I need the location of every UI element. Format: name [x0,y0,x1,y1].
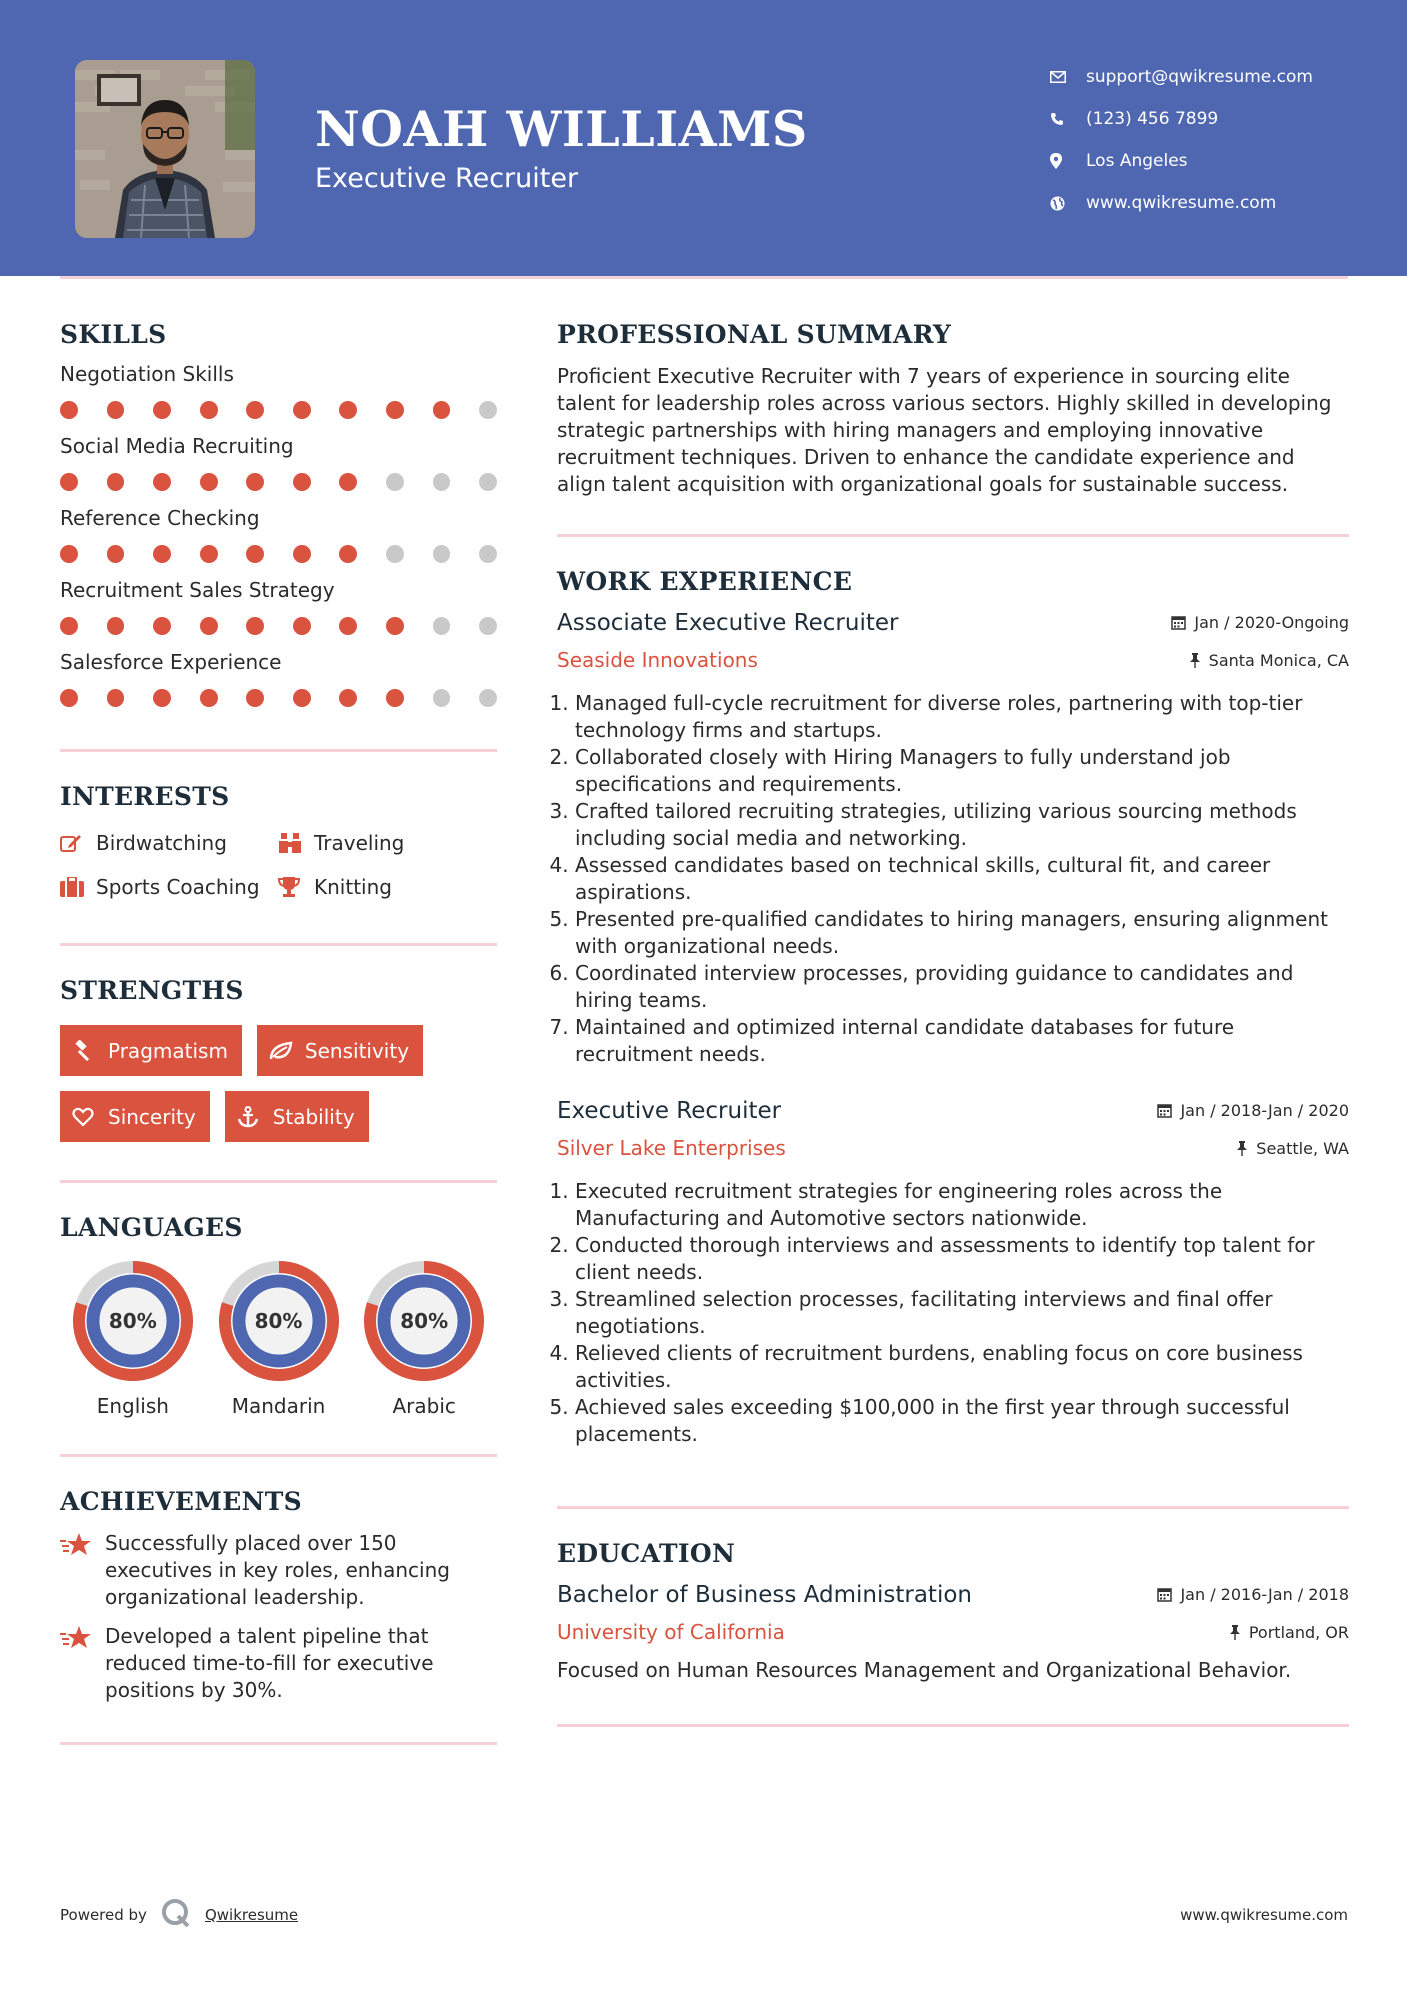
duty-item: 2. Conducted thorough interviews and assessments to identify top talent for client needs. [575,1232,1349,1286]
rating-dot-filled [293,473,311,491]
strength-label: Pragmatism [108,1038,228,1063]
rating-dot-filled [60,401,78,419]
interest-label: Birdwatching [96,831,227,855]
rating-dot-filled [60,689,78,707]
languages-list [60,1260,497,1418]
language-ring [218,1260,340,1382]
interest-label: Knitting [314,875,392,899]
rating-dot-filled [386,689,404,707]
language-name: Arabic [392,1394,456,1418]
skill-item [60,361,497,419]
candidate-name: NOAH WILLIAMS [315,100,808,158]
contact-phone-text: (123) 456 7899 [1086,109,1219,129]
skill-name: Recruitment Sales Strategy [60,578,335,602]
skill-name: Reference Checking [60,506,260,530]
section-divider [557,534,1349,537]
duty-item: 1. Executed recruitment strategies for engineering roles across the Manufacturing and Automotive sectors nationwide. [575,1178,1349,1232]
interest-label: Traveling [314,831,405,855]
skills-list [60,361,497,707]
skill-rating [60,689,497,707]
rating-dot-filled [60,545,78,563]
powered-by-text: Powered by [60,1906,147,1924]
duty-item: 3. Crafted tailored recruiting strategies, utilizing various sourcing methods including social media and networking. [575,798,1349,852]
languages-title: LANGUAGES [60,1213,243,1242]
calendar-icon [1171,615,1186,630]
resume-header [0,0,1407,276]
rating-dot-filled [386,617,404,635]
skill-name: Social Media Recruiting [60,434,294,458]
rating-dot-filled [153,617,171,635]
anchor-icon [237,1106,273,1128]
candidate-role: Executive Recruiter [315,163,579,194]
rating-dot-filled [107,689,125,707]
achievements-list [60,1530,497,1704]
job-location-text: Santa Monica, CA [1208,650,1349,670]
strength-label: Sensitivity [304,1038,410,1063]
rating-dot-filled [153,401,171,419]
rating-dot-filled [153,473,171,491]
envelope-icon [1050,71,1086,83]
rating-dot-filled [200,617,218,635]
education-location-text: Portland, OR [1248,1622,1349,1642]
header-divider [60,276,1348,279]
rating-dot-empty [479,617,497,635]
job-dates-text: Jan / 2018-Jan / 2020 [1180,1101,1349,1120]
language-name: Mandarin [231,1394,326,1418]
language-item [206,1260,352,1418]
rating-dot-filled [60,617,78,635]
achievement-text: Developed a talent pipeline that reduced time-to-fill for executive positions by 30%. [105,1624,434,1702]
job-entry [557,610,1349,1068]
section-divider [60,943,497,946]
qwikresume-logo-icon [161,1898,191,1932]
job-location-text: Seattle, WA [1256,1138,1349,1158]
contact-website-text: www.qwikresume.com [1086,193,1277,213]
contact-location-text: Los Angeles [1086,151,1188,171]
contact-website[interactable] [1050,182,1380,224]
job-location [1189,651,1349,670]
experience-title: WORK EXPERIENCE [557,567,853,596]
strengths-title: STRENGTHS [60,976,244,1005]
rating-dot-filled [246,401,264,419]
skill-name: Salesforce Experience [60,650,282,674]
strength-label: Sincerity [108,1104,196,1129]
language-ring [72,1260,194,1382]
achievements-title: ACHIEVEMENTS [60,1487,302,1516]
strength-tag [225,1091,369,1142]
duty-list [557,1178,1349,1448]
leaf-icon [269,1041,305,1061]
skill-name: Negotiation Skills [60,362,234,386]
duty-item: 1. Managed full-cycle recruitment for diverse roles, partnering with top-tier technology firms and startups. [575,690,1349,744]
section-divider [557,1724,1349,1727]
skill-rating [60,401,497,419]
rating-dot-filled [107,617,125,635]
rating-dot-filled [153,545,171,563]
pushpin-icon [1236,1141,1248,1156]
interest-item [278,873,478,901]
summary-title: PROFESSIONAL SUMMARY [557,320,952,349]
edit-icon [60,833,96,853]
rating-dot-filled [339,473,357,491]
briefcase-icon [60,877,96,897]
company-name: Seaside Innovations [557,648,758,672]
job-dates [1157,1101,1349,1120]
duty-list [557,690,1349,1068]
globe-icon [1050,196,1086,211]
rating-dot-filled [293,545,311,563]
education-location [1229,1623,1349,1642]
language-item [60,1260,206,1418]
rating-dot-filled [200,689,218,707]
job-location [1236,1139,1349,1158]
strength-label: Stability [272,1104,355,1129]
language-percent: 80% [108,1309,157,1333]
job-dates-text: Jan / 2020-Ongoing [1194,613,1349,632]
summary-text: Proficient Executive Recruiter with 7 years of experience in sourcing elite talent for leadership roles across various sectors. Highly skilled in developing strategic partnerships with hiring managers and employing innovative recruitment techniques. Driven to enhance the candidate experience and align talent acquisition with organizational goals for sustainable success. [557,364,1332,496]
rating-dot-filled [386,401,404,419]
duty-item: 4. Assessed candidates based on technical skills, cultural fit, and career aspirations. [575,852,1349,906]
strength-tag [257,1025,423,1076]
footer-powered-by [60,1898,298,1932]
duty-item: 5. Achieved sales exceeding $100,000 in the first year through successful placements. [575,1394,1349,1448]
contact-email[interactable] [1050,56,1380,98]
rating-dot-filled [200,401,218,419]
school-name: University of California [557,1620,785,1644]
location-pin-icon [1050,153,1086,169]
rating-dot-filled [246,473,264,491]
skill-item [60,577,497,635]
rating-dot-filled [293,689,311,707]
rating-dot-filled [246,545,264,563]
job-title: Associate Executive Recruiter [557,610,899,636]
rating-dot-empty [479,545,497,563]
rating-dot-empty [433,473,451,491]
section-divider [60,1742,497,1745]
strength-tag [60,1091,210,1142]
footer-website[interactable]: www.qwikresume.com [1180,1906,1348,1924]
interest-label: Sports Coaching [96,875,260,899]
rating-dot-empty [386,545,404,563]
degree-title: Bachelor of Business Administration [557,1582,972,1608]
rating-dot-filled [246,689,264,707]
duty-item: 3. Streamlined selection processes, facilitating interviews and final offer negotiations. [575,1286,1349,1340]
rating-dot-filled [246,617,264,635]
language-ring [363,1260,485,1382]
rating-dot-filled [293,617,311,635]
rating-dot-filled [293,401,311,419]
rating-dot-empty [433,617,451,635]
skills-title: SKILLS [60,320,167,349]
star-icon [60,1623,105,1704]
contact-email-text: support@qwikresume.com [1086,67,1313,87]
contact-location [1050,140,1380,182]
rating-dot-filled [339,401,357,419]
profile-photo [75,60,255,238]
duty-item: 5. Presented pre-qualified candidates to hiring managers, ensuring alignment with organizational needs. [575,906,1349,960]
rating-dot-filled [200,473,218,491]
heart-icon [72,1107,108,1127]
rating-dot-filled [153,689,171,707]
language-percent: 80% [400,1309,449,1333]
skill-item [60,433,497,491]
achievement-item [60,1530,497,1611]
section-divider [557,1506,1349,1509]
language-percent: 80% [254,1309,303,1333]
pushpin-icon [1189,653,1201,668]
skill-item [60,649,497,707]
interests-list [60,829,497,901]
job-title: Executive Recruiter [557,1098,782,1124]
rating-dot-filled [60,473,78,491]
rating-dot-empty [433,545,451,563]
star-icon [60,1530,105,1611]
skill-rating [60,617,497,635]
duty-item: 4. Relieved clients of recruitment burdens, enabling focus on core business activities. [575,1340,1349,1394]
rating-dot-filled [107,473,125,491]
education-title: EDUCATION [557,1539,736,1568]
rating-dot-empty [479,401,497,419]
rating-dot-filled [107,545,125,563]
company-name: Silver Lake Enterprises [557,1136,786,1160]
qwikresume-link[interactable]: Qwikresume [204,1906,299,1924]
rating-dot-empty [479,473,497,491]
left-column [60,320,497,1745]
right-column [557,320,1349,1727]
education-entry [557,1582,1349,1682]
calendar-icon [1157,1103,1172,1118]
strengths-list [60,1025,500,1142]
strength-tag [60,1025,242,1076]
contact-phone[interactable] [1050,98,1380,140]
rating-dot-filled [107,401,125,419]
education-description: Focused on Human Resources Management and Organizational Behavior. [557,1658,1292,1682]
gavel-icon [72,1040,108,1062]
language-name: English [96,1394,169,1418]
skill-rating [60,545,497,563]
rating-dot-empty [433,689,451,707]
education-dates [1157,1585,1349,1604]
rating-dot-filled [339,617,357,635]
binoculars-icon [278,833,314,853]
education-dates-text: Jan / 2016-Jan / 2018 [1180,1585,1349,1604]
rating-dot-filled [339,689,357,707]
skill-item [60,505,497,563]
rating-dot-empty [479,689,497,707]
trophy-icon [278,876,314,898]
achievement-text: Successfully placed over 150 executives in key roles, enhancing organizational leadership. [105,1531,450,1609]
interest-item [278,829,478,857]
pushpin-icon [1229,1625,1241,1640]
language-item [351,1260,497,1418]
rating-dot-filled [200,545,218,563]
rating-dot-empty [386,473,404,491]
interest-item [60,873,278,901]
rating-dot-filled [433,401,451,419]
phone-icon [1050,112,1086,126]
duty-item: 7. Maintained and optimized internal candidate databases for future recruitment needs. [575,1014,1349,1068]
job-entry [557,1098,1349,1448]
skill-rating [60,473,497,491]
achievement-item [60,1623,497,1704]
duty-item: 2. Collaborated closely with Hiring Managers to fully understand job specifications and requirements. [575,744,1349,798]
interest-item [60,829,278,857]
rating-dot-filled [339,545,357,563]
interests-title: INTERESTS [60,782,230,811]
section-divider [60,1454,497,1457]
calendar-icon [1157,1587,1172,1602]
job-dates [1171,613,1349,632]
contact-list [1050,56,1380,224]
section-divider [60,1180,497,1183]
duty-item: 6. Coordinated interview processes, providing guidance to candidates and hiring teams. [575,960,1349,1014]
section-divider [60,749,497,752]
